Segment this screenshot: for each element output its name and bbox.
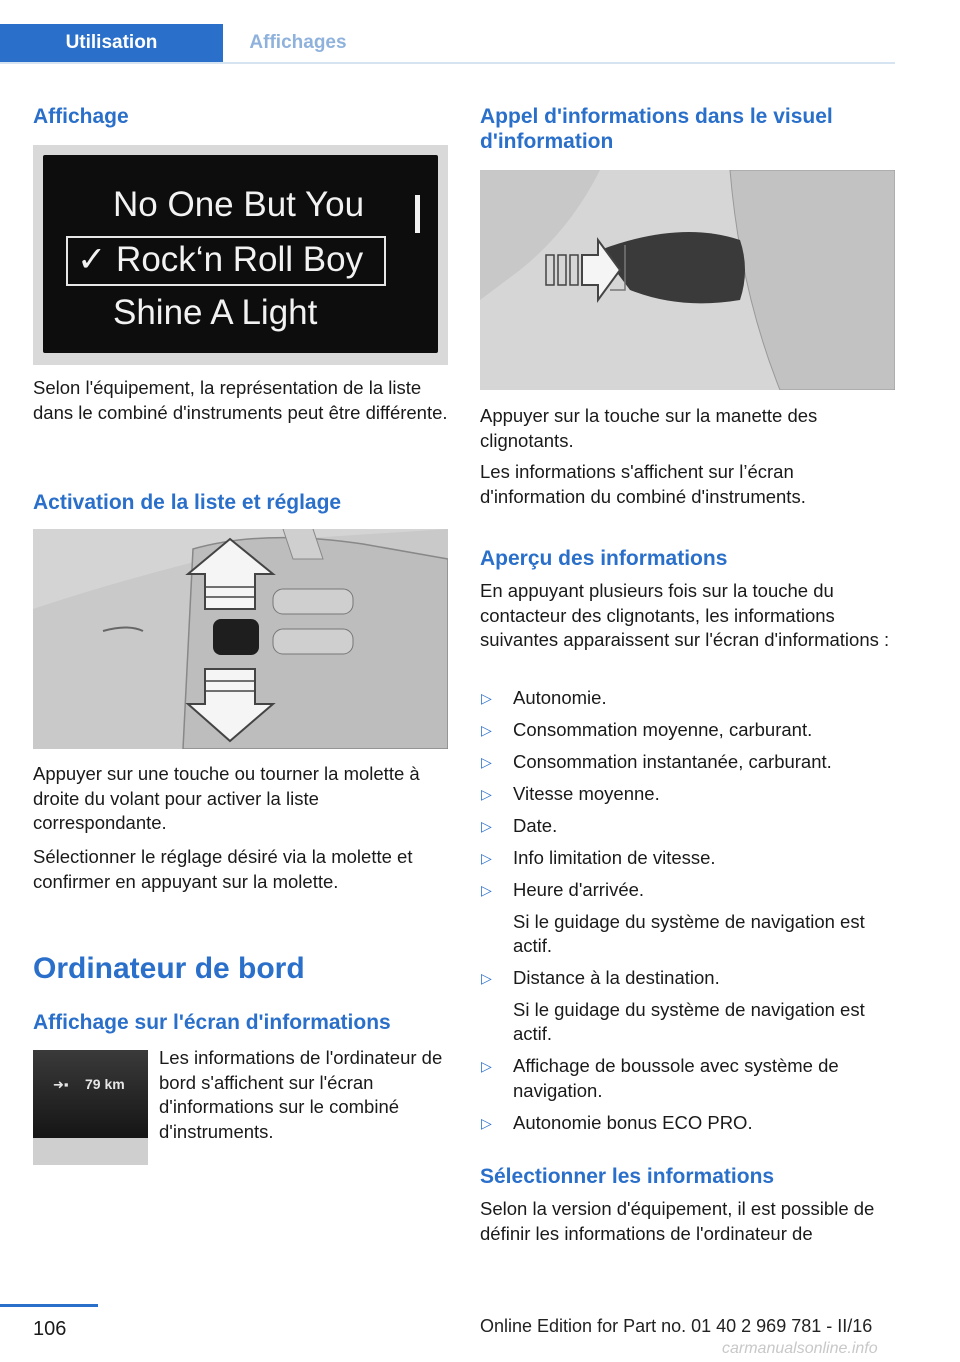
bullet-triangle-icon: ▷ xyxy=(481,818,492,834)
heading-apercu: Aperçu des informations xyxy=(480,547,728,570)
list-item: ▷ Consommation moyenne, carburant. xyxy=(480,718,900,743)
list-item: ▷ Autonomie. xyxy=(480,686,900,711)
list-item: ▷ Vitesse moyenne. xyxy=(480,782,900,807)
watermark: carmanualsonline.info xyxy=(722,1340,878,1357)
tab-affichages[interactable]: Affichages xyxy=(249,32,347,53)
bullet-triangle-icon: ▷ xyxy=(481,722,492,738)
bullet-triangle-icon: ▷ xyxy=(481,970,492,986)
paragraph-selon-version: Selon la version d'équipement, il est possible de définir les informations de l'ordinateur de xyxy=(480,1198,875,1244)
list-item: ▷ Autonomie bonus ECO PRO. xyxy=(480,1111,900,1136)
paragraph-appuyer-touche: Appuyer sur la touche sur la manette des clignotants. xyxy=(480,405,818,451)
bullet-triangle-icon: ▷ xyxy=(481,786,492,802)
heading-selectionner: Sélectionner les informations xyxy=(480,1165,775,1188)
range-icon: ➜▪ xyxy=(53,1077,69,1092)
list-item: ▷ Heure d'arrivée. Si le guidage du système de navigation est actif. xyxy=(480,878,900,959)
list-item: ▷ Consommation instantanée, carburant. xyxy=(480,750,900,775)
edition-text: Online Edition for Part no. 01 40 2 969 781 - II/16 xyxy=(480,1316,873,1336)
list-item: ▷ Affichage de boussole avec système de navigation. xyxy=(481,1055,839,1101)
figure-turn-signal xyxy=(480,170,895,390)
heading-activation: Activation de la liste et réglage xyxy=(33,491,342,514)
bullet-triangle-icon: ▷ xyxy=(481,1058,492,1074)
heading-affichage-ecran: Affichage sur l'écran d'informations xyxy=(33,1011,391,1034)
turn-signal-illustration xyxy=(480,170,895,390)
paragraph-selon: Selon l'équipement, la représentation de la liste dans le combiné d'instruments peut être différente. xyxy=(33,377,448,423)
figure-display-list xyxy=(33,145,448,365)
display-km: 79 km xyxy=(85,1076,125,1092)
bullet-triangle-icon: ▷ xyxy=(481,882,492,898)
footer-rule xyxy=(0,1304,98,1307)
bullet-triangle-icon: ▷ xyxy=(481,690,492,706)
display-list-item-3: Shine A Light xyxy=(113,293,318,332)
list-item-note: Si le guidage du système de navigation est actif. xyxy=(513,910,865,956)
list-item: ▷ Distance à la destination. Si le guidage du système de navigation est actif. xyxy=(480,966,900,1047)
heading-ordinateur: Ordinateur de bord xyxy=(33,952,305,985)
bullet-triangle-icon: ▷ xyxy=(481,850,492,866)
paragraph-selectionner: Sélectionner le réglage désiré via la molette et confirmer en appuyant sur la molette. xyxy=(33,846,413,892)
display-list-item-1: No One But You xyxy=(113,185,365,224)
list-item-note: Si le guidage du système de navigation est actif. xyxy=(513,998,865,1044)
heading-affichage: Affichage xyxy=(33,105,129,128)
list-item: ▷ Date. xyxy=(480,814,900,839)
header-tabs xyxy=(0,24,895,64)
figure-info-display xyxy=(33,1050,148,1165)
scrollbar-indicator xyxy=(415,195,420,233)
bullet-triangle-icon: ▷ xyxy=(481,1114,492,1131)
paragraph-les-infos: Les informations s'affichent sur l’écran d'information du combiné d'instruments. xyxy=(480,461,806,507)
list-item: ▷ Info limitation de vitesse. xyxy=(480,846,900,871)
bullet-triangle-icon: ▷ xyxy=(481,754,492,770)
page-number: 106 xyxy=(33,1318,67,1340)
paragraph-appuyer: Appuyer sur une touche ou tourner la molette à droite du volant pour activer la liste correspondante. xyxy=(33,763,420,833)
display-list-item-2: ✓ Rock‘n Roll Boy xyxy=(77,240,364,279)
tab-utilisation[interactable]: Utilisation xyxy=(0,24,223,62)
info-list xyxy=(480,686,900,1143)
figure-steering-wheel xyxy=(33,529,448,749)
paragraph-en-appuyant: En appuyant plusieurs fois sur la touche du contacteur des clignotants, les informations suivantes apparaissent sur l'écran d'informations : xyxy=(480,580,890,650)
steering-wheel-illustration xyxy=(33,529,448,749)
heading-appel: Appel d'informations dans le visuel d'information xyxy=(480,105,833,153)
paragraph-info: Les informations de l'ordinateur de bord s'affichent sur l'écran d'informations sur le combiné d'instruments. xyxy=(159,1047,443,1142)
